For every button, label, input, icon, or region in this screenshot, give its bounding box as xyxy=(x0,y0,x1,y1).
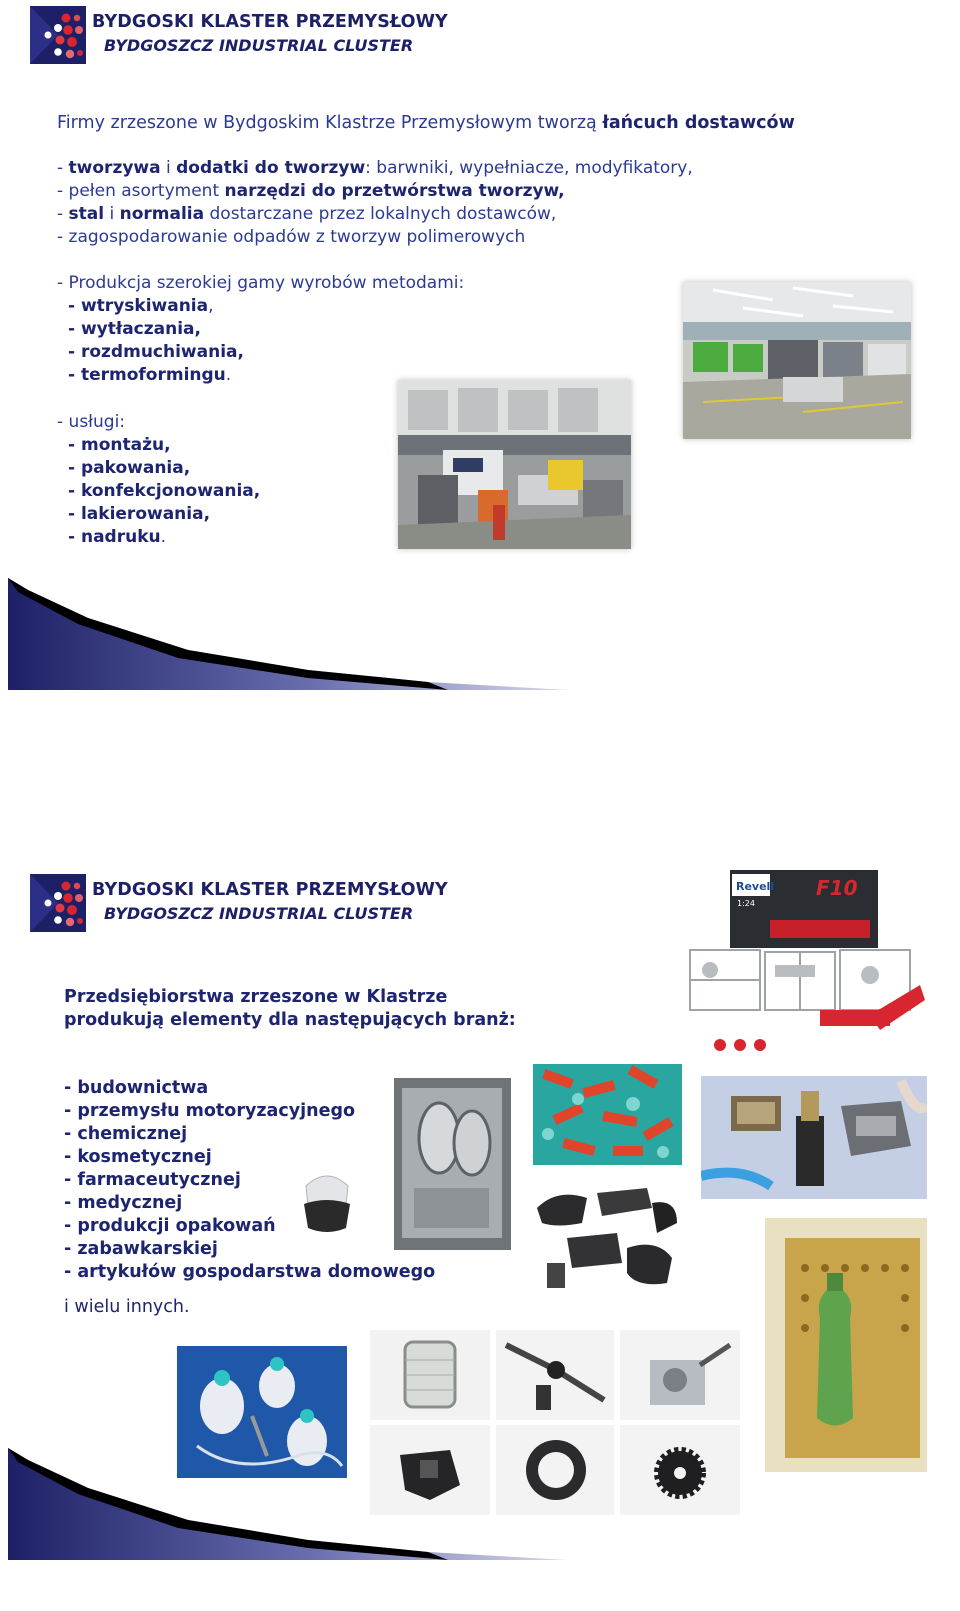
industry-item: - artykułów gospodarstwa domowego xyxy=(64,1262,436,1282)
chain-text: - zagospodarowanie odpadów z tworzyw polimerowych xyxy=(57,227,526,247)
industry-item: - produkcji opakowań xyxy=(64,1216,276,1236)
black-parts-photo xyxy=(527,1178,685,1296)
production-item xyxy=(57,341,464,364)
service-item xyxy=(57,503,260,526)
production-label: - rozdmuchiwania, xyxy=(68,342,244,362)
production-label: - termoformingu xyxy=(68,365,226,385)
cable-connectors-photo xyxy=(701,1076,927,1199)
supply-chain-list xyxy=(57,157,693,249)
model-kit-photo xyxy=(680,870,929,1060)
service-label: - nadruku xyxy=(68,527,161,547)
industries-footer: i wielu innych. xyxy=(64,1297,190,1317)
chain-item xyxy=(57,157,693,180)
clip-part-photo xyxy=(296,1166,358,1236)
chain-text: dostarczane przez lokalnych dostawców, xyxy=(204,204,557,224)
production-label: - wytłaczania, xyxy=(68,319,201,339)
decorative-swoosh xyxy=(8,578,568,690)
chain-bold: narzędzi do przetwórstwa tworzyw, xyxy=(224,181,565,201)
services-heading: - usługi: xyxy=(57,412,126,432)
production-item xyxy=(57,318,464,341)
production-label: - wtryskiwania xyxy=(68,296,209,316)
kit-scale: 1:24 xyxy=(737,899,755,908)
service-item xyxy=(57,526,260,549)
filter-part-photo xyxy=(370,1330,490,1420)
industries-heading xyxy=(64,986,516,1032)
gear-part-photo xyxy=(620,1425,740,1515)
cluster-logo-icon xyxy=(30,874,86,932)
chain-item xyxy=(57,203,693,226)
industry-item: - farmaceutycznej xyxy=(64,1170,241,1190)
kit-brand: Revell xyxy=(736,880,775,893)
logo-title-en: BYDGOSZCZ INDUSTRIAL CLUSTER xyxy=(104,36,414,55)
production-heading: - Produkcja szerokiej gamy wyrobów metodami: xyxy=(57,273,465,293)
logo-title-en: BYDGOSZCZ INDUSTRIAL CLUSTER xyxy=(104,904,414,923)
service-item xyxy=(57,457,260,480)
production-suffix: , xyxy=(208,296,214,316)
metal-part-photo xyxy=(620,1330,740,1420)
service-label: - montażu, xyxy=(68,435,171,455)
service-item xyxy=(57,480,260,503)
industry-item: - przemysłu motoryzacyjnego xyxy=(64,1101,356,1121)
industry-item: - medycznej xyxy=(64,1193,183,1213)
mold-photo xyxy=(394,1078,511,1250)
chain-bold: dodatki do tworzyw xyxy=(176,158,366,178)
service-label: - konfekcjonowania, xyxy=(68,481,261,501)
logo-title-pl: BYDGOSKI KLASTER PRZEMYSŁOWY xyxy=(92,880,448,900)
chain-bold: normalia xyxy=(119,204,205,224)
heading-line-1: Przedsiębiorstwa zrzeszone w Klastrze xyxy=(64,987,448,1007)
logo-title-pl: BYDGOSKI KLASTER PRZEMYSŁOWY xyxy=(92,12,448,32)
chain-bold: tworzywa xyxy=(68,158,161,178)
industry-item: - kosmetycznej xyxy=(64,1147,212,1167)
intro-plain: Firmy zrzeszone w Bydgoskim Klastrze Przemysłowym tworzą xyxy=(57,113,603,133)
intro-text xyxy=(57,112,795,135)
production-item xyxy=(57,295,464,318)
chain-text: i xyxy=(104,204,120,224)
cluster-logo xyxy=(30,874,448,936)
kit-model: F10 xyxy=(816,876,858,900)
services-list xyxy=(57,411,260,549)
service-label: - pakowania, xyxy=(68,458,191,478)
industry-item: - chemicznej xyxy=(64,1124,188,1144)
orange-parts-photo xyxy=(533,1064,682,1165)
chain-item xyxy=(57,226,693,249)
industries-list xyxy=(64,1077,435,1284)
chain-text: - pełen asortyment xyxy=(57,181,225,201)
chain-bold: stal xyxy=(68,204,105,224)
wiper-arm-photo xyxy=(496,1330,614,1420)
decorative-swoosh xyxy=(8,1448,568,1560)
production-list xyxy=(57,272,464,387)
service-suffix: . xyxy=(160,527,167,547)
chain-text: - xyxy=(57,158,69,178)
chain-text: : barwniki, wypełniacze, modyfikatory, xyxy=(365,158,693,178)
bottle-mold-photo xyxy=(765,1218,927,1472)
service-label: - lakierowania, xyxy=(68,504,211,524)
service-item xyxy=(57,434,260,457)
intro-bold: łańcuch dostawców xyxy=(602,113,795,133)
heading-line-2: produkują elementy dla następujących branż: xyxy=(64,1010,516,1030)
chain-text: i xyxy=(160,158,177,178)
production-suffix: . xyxy=(225,365,232,385)
chain-item xyxy=(57,180,693,203)
cluster-logo-icon xyxy=(30,6,86,64)
factory-hall-photo xyxy=(683,282,911,439)
industry-item: - budownictwa xyxy=(64,1078,209,1098)
machine-hall-photo xyxy=(398,380,631,549)
chain-text: - xyxy=(57,204,69,224)
industry-item: - zabawkarskiej xyxy=(64,1239,218,1259)
cluster-logo xyxy=(30,6,448,68)
